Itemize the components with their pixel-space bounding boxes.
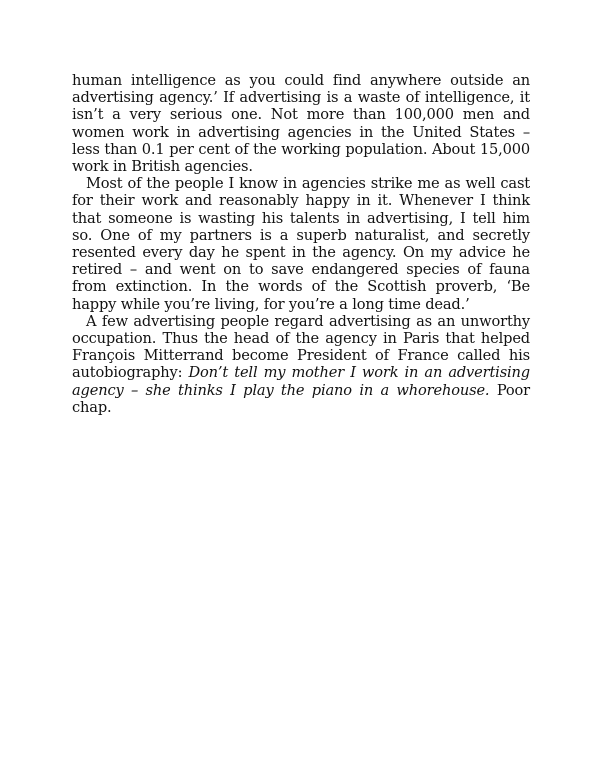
- paragraph-unworthy-occupation: [72, 313, 530, 416]
- document-page: [72, 72, 530, 416]
- paragraph-text-start: A few advertising people regard advertising as an unworthy occupation. Thus the head of the agency in Paris that helped François Mitterrand become President of France called his autobiography:: [72, 312, 530, 382]
- paragraph-agencies-people: Most of the people I know in agencies strike me as well cast for their work and reasonably happy in it. Whenever I think that someone is wasting his talents in advertising, I tell him so. One of my partners is a superb naturalist, and secretly resented every day he spent in the agency. On my advice he retired – and went on to save endangered species of fauna from extinction. In the words of the Scottish proverb, ‘Be happy while you’re living, for you’re a long time dead.’: [72, 175, 530, 313]
- paragraph-text-end: Poor chap.: [72, 381, 530, 416]
- paragraph-continued: human intelligence as you could find anywhere outside an advertising agency.’ If advertising is a waste of intelligence, it isn’t a very serious one. Not more than 100,000 men and women work in advertising agencies in the United States – less than 0.1 per cent of the working population. About 15,000 work in British agencies.: [72, 72, 530, 176]
- book-title: Don’t tell my mother I work in an advertising agency – she thinks I play the piano in a whorehouse.: [72, 364, 530, 399]
